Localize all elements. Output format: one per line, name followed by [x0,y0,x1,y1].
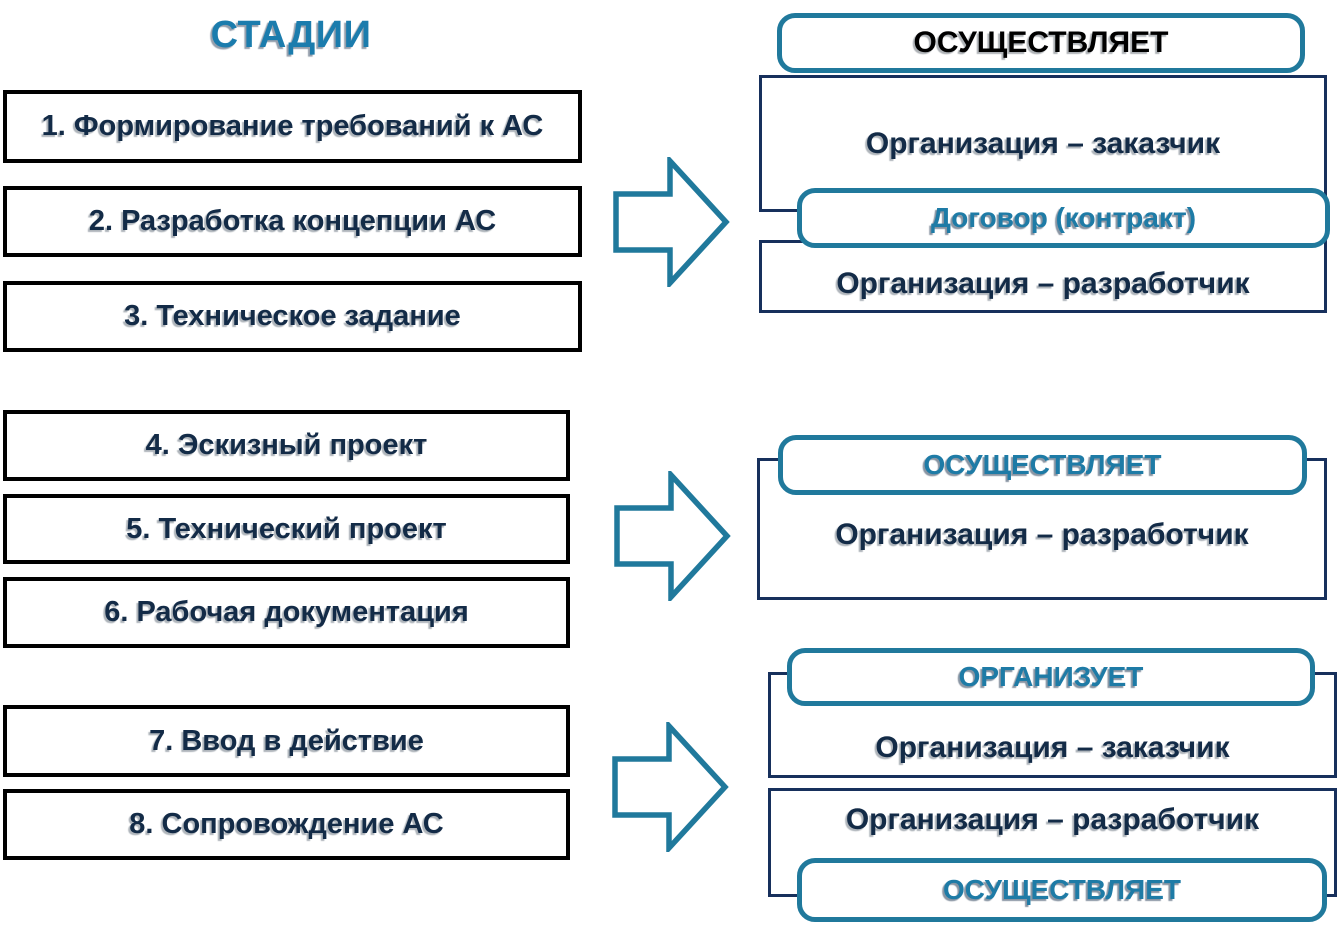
stage-box-4: 4. Эскизный проект [3,410,570,481]
right-block-arrow-icon [611,722,729,852]
stage-box-7: 7. Ввод в действие [3,705,570,777]
right-block-arrow-icon [613,471,731,601]
stage-box-6: 6. Рабочая документация [3,577,570,648]
stage-box-5: 5. Технический проект [3,494,570,564]
bottom-customer-box: Организация – заказчик [768,672,1337,778]
stage-box-1: 1. Формирование требований к АС [3,90,582,163]
stage-box-8: 8. Сопровождение АС [3,789,570,860]
organizes-badge: ОРГАНИЗУЕТ [787,648,1315,706]
right-block-arrow-icon [612,157,730,287]
contract-badge: Договор (контракт) [797,188,1330,248]
stages-title: СТАДИИ [210,14,372,56]
top-developer-box: Организация – разработчик [759,240,1327,313]
top-customer-box: Организация – заказчик [759,75,1327,212]
stage-box-3: 3. Техническое задание [3,281,582,352]
stage-box-2: 2. Разработка концепции АС [3,186,582,257]
top-header-badge: ОСУЩЕСТВЛЯЕТ [777,13,1305,73]
middle-header-badge: ОСУЩЕСТВЛЯЕТ [778,435,1307,495]
bottom-developer-box: Организация – разработчик [768,788,1337,897]
middle-developer-box: Организация – разработчик [757,458,1327,600]
carries-out-badge: ОСУЩЕСТВЛЯЕТ [797,858,1327,922]
